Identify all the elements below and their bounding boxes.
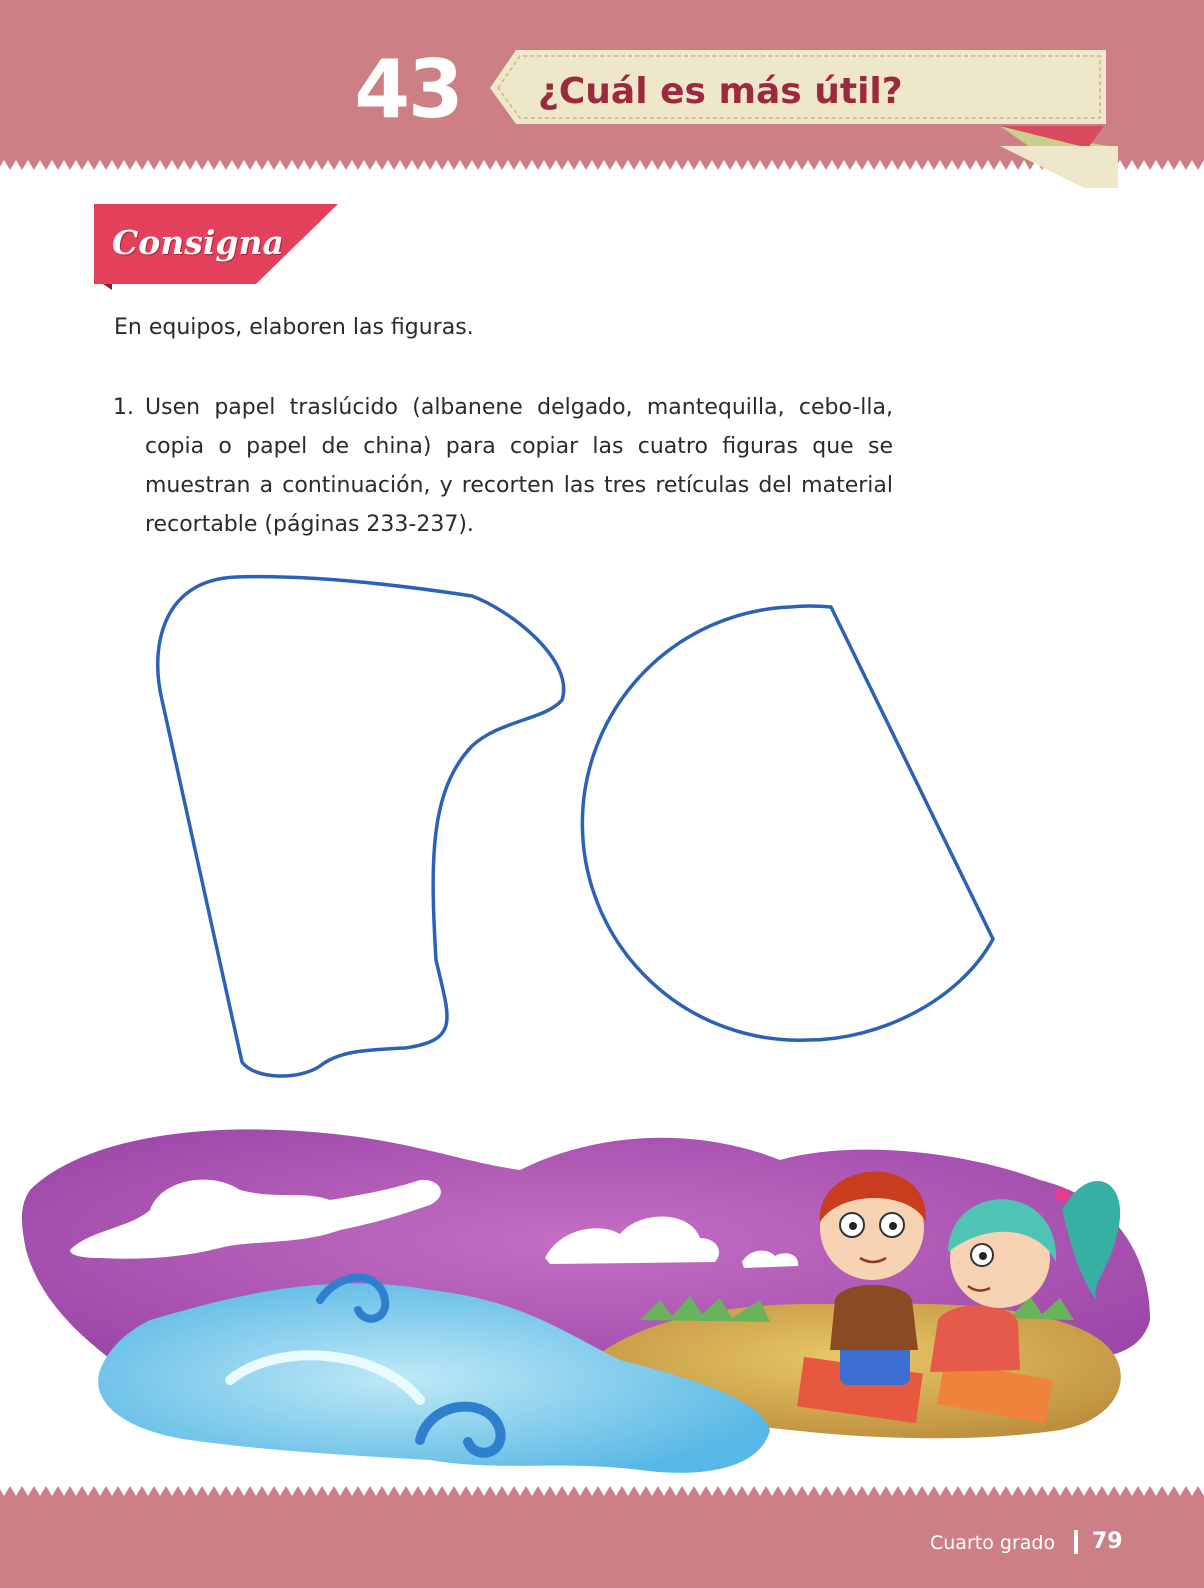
- circular-segment-figure: [582, 606, 993, 1040]
- instruction-item: [113, 388, 893, 544]
- instruction-number: 1.: [113, 395, 134, 420]
- illustration: [0, 1100, 1204, 1490]
- page-number: 79: [1092, 1529, 1123, 1554]
- lesson-number: 43: [354, 43, 462, 136]
- figures-area: [0, 560, 1204, 1100]
- intro-text: En equipos, elaboren las figuras.: [114, 315, 474, 340]
- lesson-title: ¿Cuál es más útil?: [538, 71, 903, 112]
- ribbon-lower: [1000, 146, 1118, 188]
- consigna-label: Consigna: [112, 223, 284, 262]
- footer-separator: [1074, 1530, 1078, 1554]
- instruction-text: Usen papel traslúcido (albanene delgado, mantequilla, cebo-lla, copia o papel de china) para copiar las cuatro figuras que se muestran a continuación, y recorten las tres retículas del material recortable (páginas 233-237).: [145, 395, 893, 537]
- irregular-figure: [158, 577, 564, 1076]
- footer-grade: Cuarto grado: [930, 1532, 1056, 1554]
